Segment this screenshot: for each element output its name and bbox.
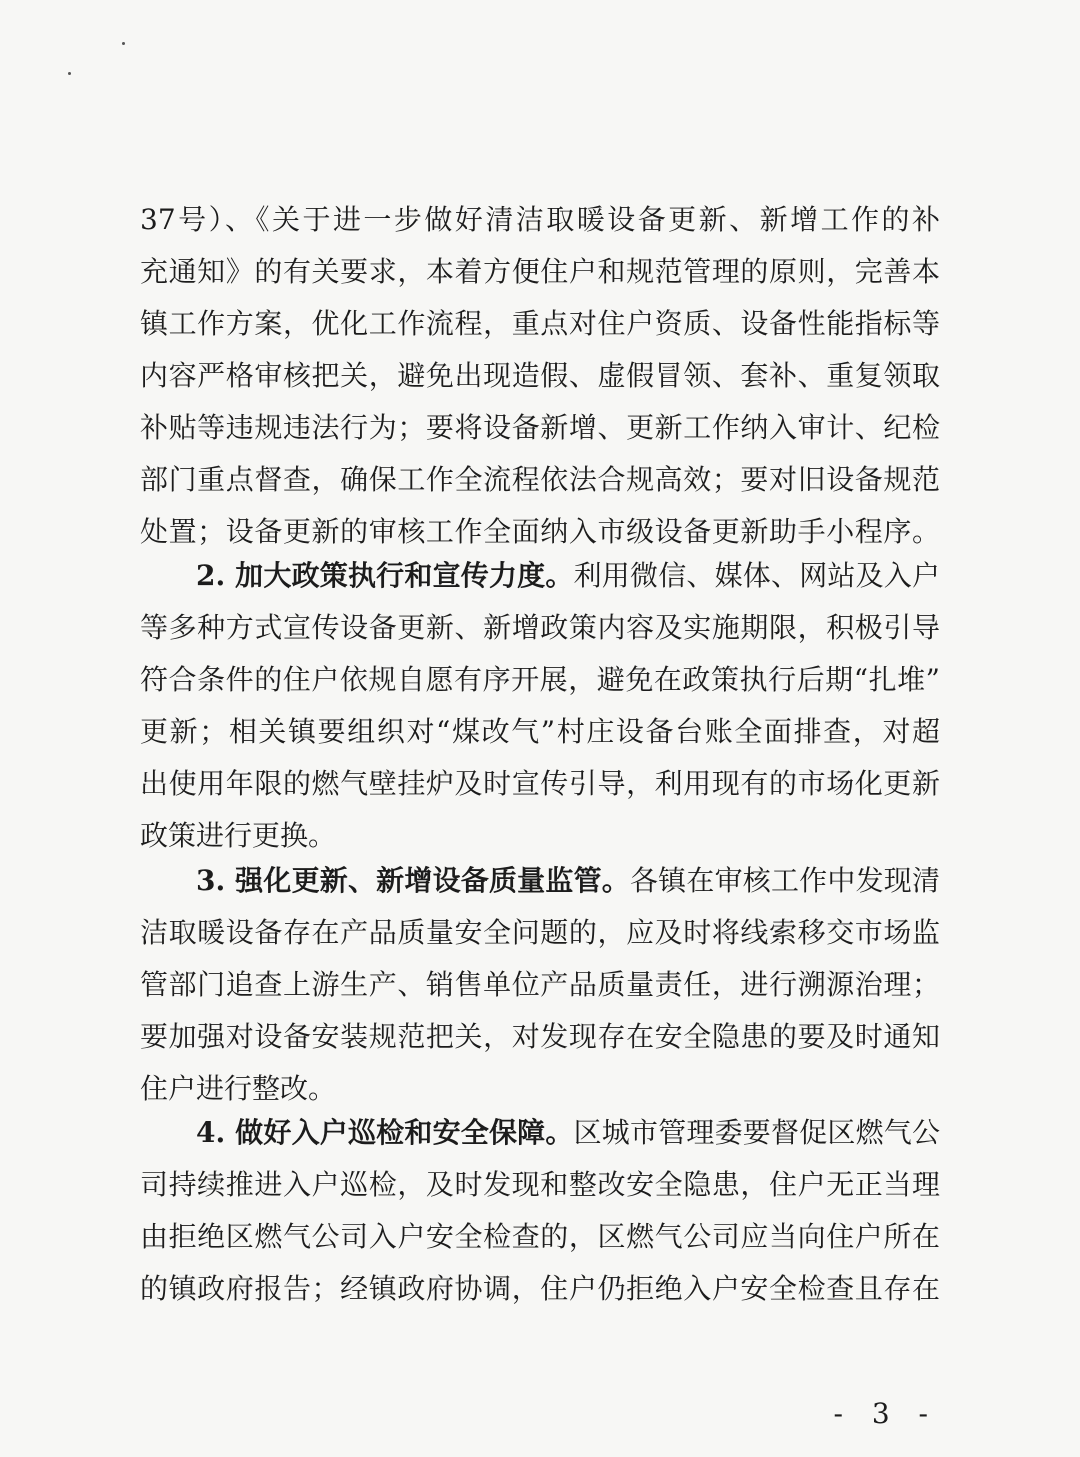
- body-line: 洁取暖设备存在产品质量安全问题的，应及时将线索移交市场监: [140, 916, 940, 949]
- body-line: 等多种方式宣传设备更新、新增政策内容及实施期限，积极引导: [140, 611, 940, 644]
- body-line: 的镇政府报告；经镇政府协调，住户仍拒绝入户安全检查且存在: [140, 1272, 940, 1305]
- body-line: 由拒绝区燃气公司入户安全检查的，区燃气公司应当向住户所在: [140, 1220, 940, 1253]
- body-line: 管部门追查上游生产、销售单位产品质量责任，进行溯源治理；: [140, 968, 940, 1001]
- section-heading: 2. 加大政策执行和宣传力度。: [196, 559, 574, 592]
- scan-speck: [68, 72, 71, 75]
- body-line: 出使用年限的燃气壁挂炉及时宣传引导，利用现有的市场化更新: [140, 767, 940, 800]
- section-heading: 3. 强化更新、新增设备质量监管。: [196, 864, 630, 897]
- body-line: 镇工作方案，优化工作流程，重点对住户资质、设备性能指标等: [140, 307, 940, 340]
- section-first-line: [196, 854, 940, 908]
- section-first-line: [196, 549, 940, 603]
- section-text: 区城市管理委要督促区燃气公: [573, 1116, 940, 1149]
- body-line: 补贴等违规违法行为；要将设备新增、更新工作纳入审计、纪检: [140, 411, 940, 444]
- body-line: 内容严格审核把关，避免出现造假、虚假冒领、套补、重复领取: [140, 359, 940, 392]
- body-line: 司持续推进入户巡检，及时发现和整改安全隐患，住户无正当理: [140, 1168, 940, 1201]
- scan-speck: [122, 42, 125, 45]
- section-first-line: [196, 1106, 940, 1160]
- body-line: 充通知》的有关要求，本着方便住户和规范管理的原则，完善本: [140, 255, 940, 288]
- body-line: 更新；相关镇要组织对“煤改气”村庄设备台账全面排查，对超: [140, 715, 940, 748]
- body-line: 部门重点督查，确保工作全流程依法合规高效；要对旧设备规范: [140, 463, 940, 496]
- body-line: 37号）、《关于进一步做好清洁取暖设备更新、新增工作的补: [140, 203, 940, 236]
- section-text: 利用微信、媒体、网站及入户: [573, 559, 940, 592]
- section-heading: 4. 做好入户巡检和安全保障。: [196, 1116, 574, 1149]
- body-line: 符合条件的住户依规自愿有序开展，避免在政策执行后期“扎堆”: [140, 663, 940, 696]
- section-text: 各镇在审核工作中发现清: [629, 864, 940, 897]
- body-line: 处置；设备更新的审核工作全面纳入市级设备更新助手小程序。: [140, 515, 940, 548]
- body-line: 要加强对设备安装规范把关，对发现存在安全隐患的要及时通知: [140, 1020, 940, 1053]
- page-number: - 3 -: [833, 1397, 938, 1430]
- body-line: 政策进行更换。: [140, 819, 337, 852]
- body-line: 住户进行整改。: [140, 1072, 337, 1105]
